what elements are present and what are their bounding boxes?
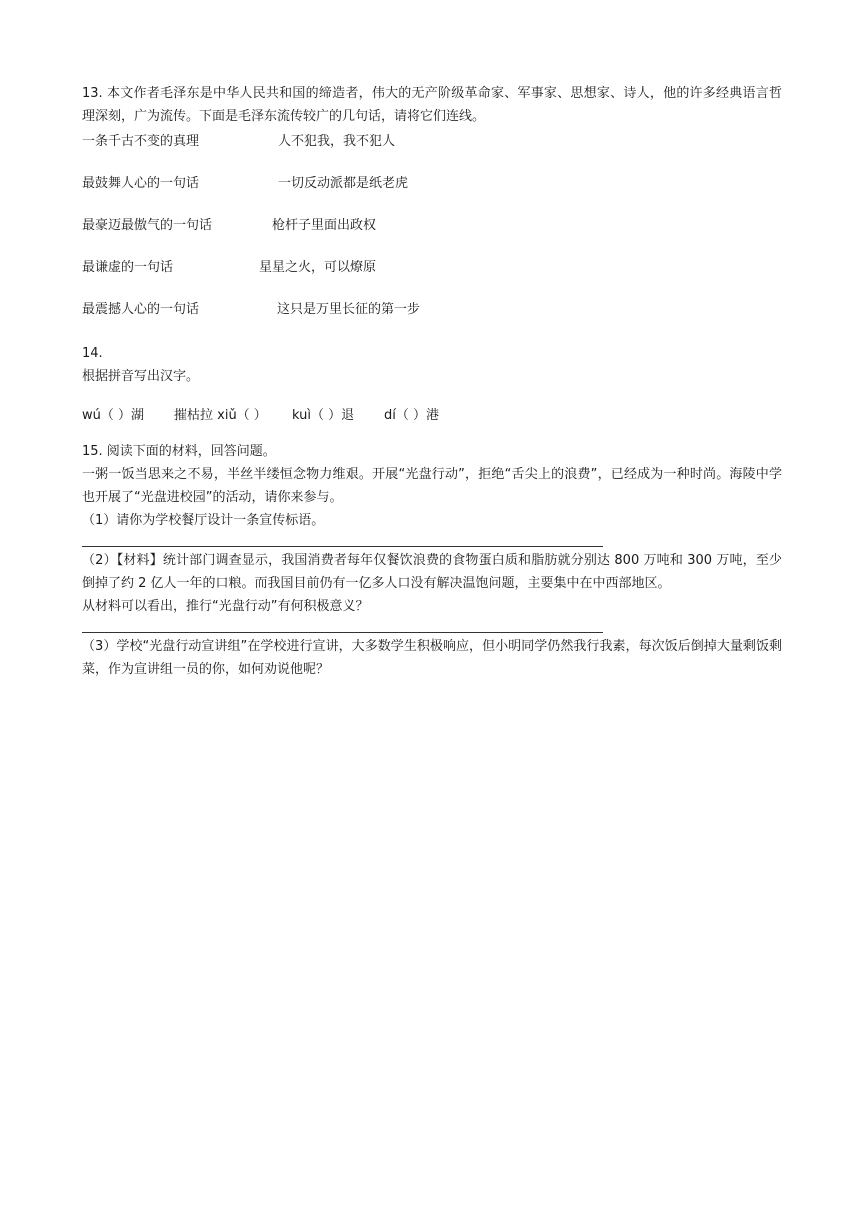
- match-left: 最谦虚的一句话: [82, 260, 174, 275]
- match-row: [82, 214, 782, 236]
- match-right: 人不犯我，我不犯人: [278, 134, 396, 149]
- q14-number: 14.: [82, 346, 103, 361]
- q15-sub2-question: 从材料可以看出，推行“光盘行动”有何积极意义？: [82, 599, 369, 614]
- match-row: [82, 172, 782, 194]
- match-right: 星星之火，可以燎原: [259, 260, 377, 275]
- match-left: 一条千古不变的真理: [82, 134, 200, 149]
- q13-intro: 13. 本文作者毛泽东是中华人民共和国的缔造者，伟大的无产阶级革命家、军事家、思想家、诗人，他的许多经典语言哲理深刻，广为流传。下面是毛泽东流传较广的几句话，请将它们连线。: [82, 86, 782, 124]
- match-right: 一切反动派都是纸老虎: [278, 176, 409, 191]
- worksheet-content: [82, 82, 782, 681]
- match-left: 最鼓舞人心的一句话: [82, 176, 200, 191]
- match-right: 枪杆子里面出政权: [272, 218, 377, 233]
- q14-instruction: 根据拼音写出汉字。: [82, 369, 200, 384]
- answer-line[interactable]: [82, 532, 603, 547]
- q15-passage: 一粥一饭当思来之不易，半丝半缕恒念物力维艰。开展“光盘行动”，拒绝“舌尖上的浪费”，已经成为一种时尚。海陵中学也开展了“光盘进校园”的活动，请你来参与。: [82, 467, 782, 505]
- q14-pinyin-row: [82, 404, 782, 427]
- q15-sub2: （2）【材料】统计部门调查显示，我国消费者每年仅餐饮浪费的食物蛋白质和脂肪就分别达 800 万吨和 300 万吨，至少倒掉了约 2 亿人一年的口粮。而我国目前仍有一亿多人口没有解决温饱问题，主要集中在中西部地区。: [82, 553, 782, 591]
- q15-sub1: （1）请你为学校餐厅设计一条宣传标语。: [82, 513, 325, 528]
- q15-sub3: （3）学校“光盘行动宣讲组”在学校进行宣讲，大多数学生积极响应，但小明同学仍然我行我素，每次饭后倒掉大量剩饭剩菜，作为宣讲组一员的你，如何劝说他呢？: [82, 639, 782, 677]
- match-right: 这只是万里长征的第一步: [277, 302, 421, 317]
- answer-line[interactable]: [82, 618, 603, 633]
- pinyin-item: dí（ ）港: [384, 408, 439, 423]
- pinyin-item: wú（ ）湖: [82, 408, 145, 423]
- q15-intro: 15. 阅读下面的材料，回答问题。: [82, 444, 276, 459]
- match-row: [82, 256, 782, 278]
- match-left: 最震撼人心的一句话: [82, 302, 200, 317]
- match-left: 最豪迈最傲气的一句话: [82, 218, 213, 233]
- match-row: [82, 298, 782, 320]
- pinyin-item: 摧枯拉 xiǔ（ ）: [174, 408, 267, 423]
- q13-match-list: [82, 130, 782, 320]
- match-row: [82, 130, 782, 152]
- pinyin-item: kuì（ ）退: [292, 408, 355, 423]
